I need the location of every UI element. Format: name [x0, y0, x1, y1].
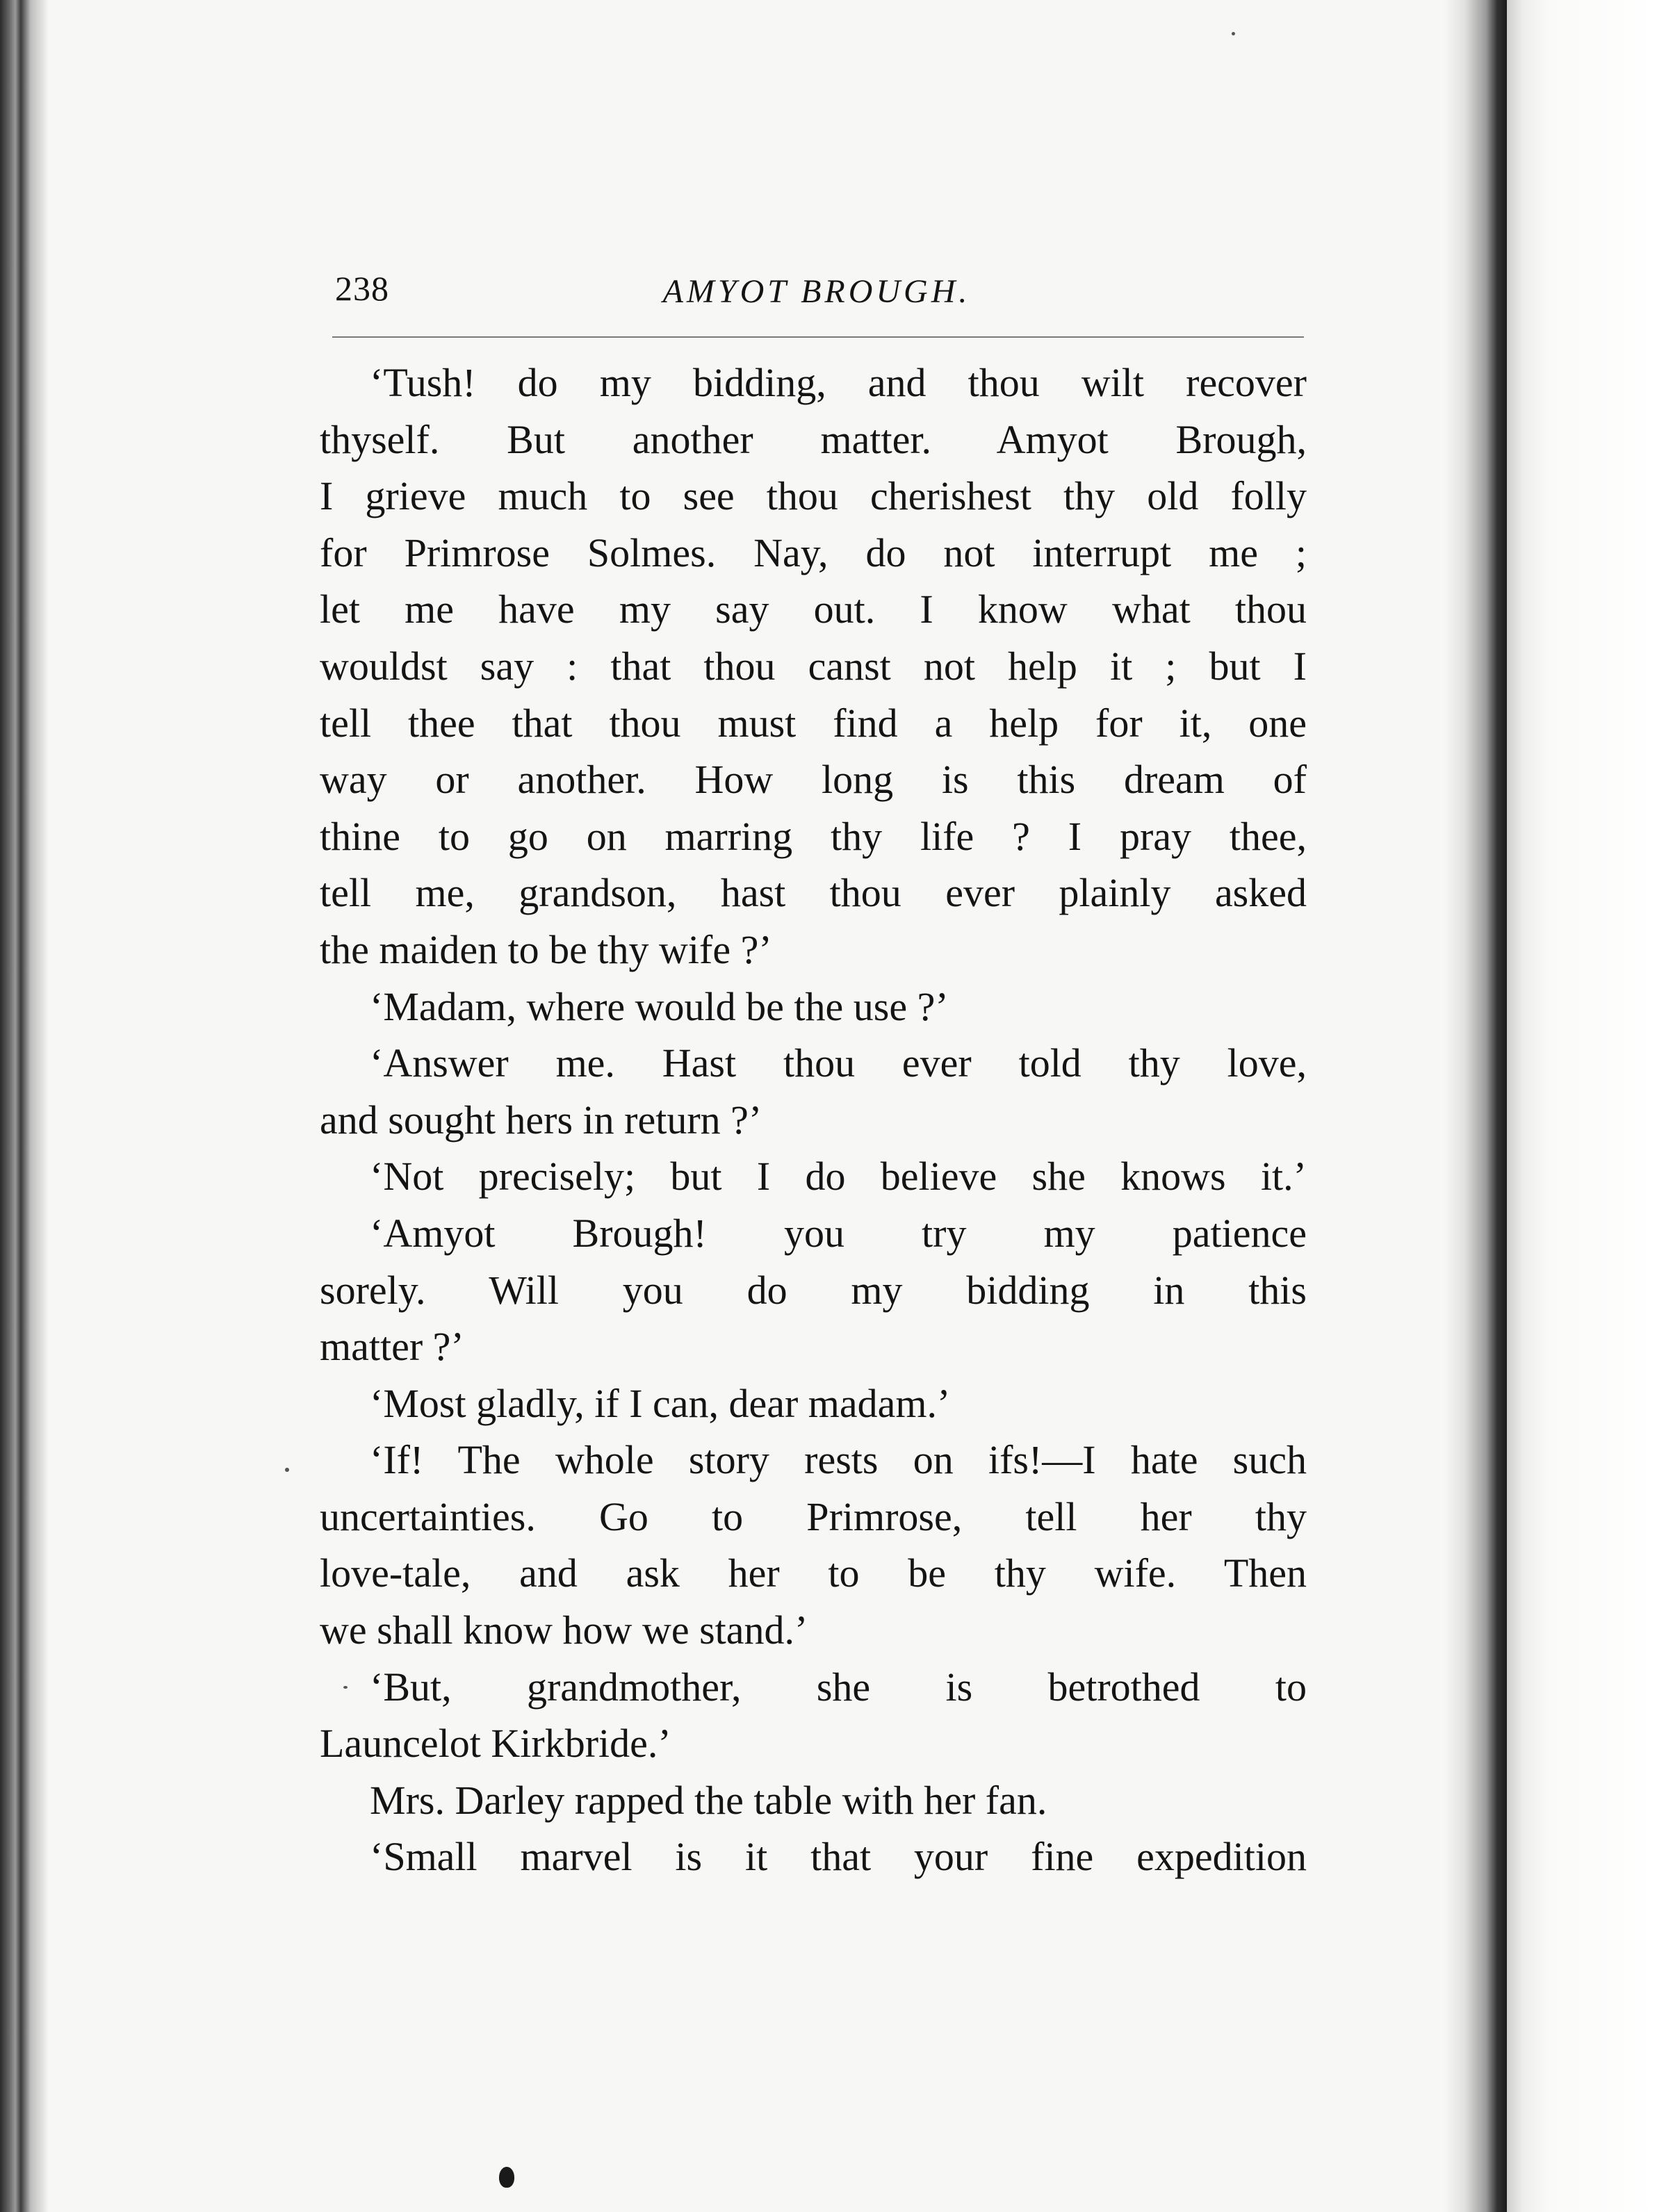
facing-page-edge — [1507, 0, 1657, 2212]
ink-speck — [285, 1468, 289, 1472]
text-line: and sought hers in return ?’ — [320, 1097, 762, 1142]
text-line: matter ?’ — [320, 1324, 464, 1370]
body-text — [320, 354, 1307, 1885]
text-line: wouldst say : that thou canst not help it ; but I — [320, 643, 1307, 689]
header-rule — [332, 336, 1304, 338]
text-line: ‘Tush! do my bidding, and thou wilt recover — [370, 360, 1307, 405]
text-line: ‘If! The whole story rests on ifs!—I hate such — [370, 1437, 1307, 1483]
text-line: ‘But, grandmother, she is betrothed to — [370, 1664, 1307, 1710]
text-line: we shall know how we stand.’ — [320, 1607, 808, 1653]
ink-speck — [1232, 32, 1235, 35]
running-head: AMYOT BROUGH. — [662, 273, 971, 310]
gutter-shadow — [1444, 0, 1507, 2212]
text-line: uncertainties. Go to Primrose, tell her thy — [320, 1493, 1307, 1539]
text-line: ‘Amyot Brough! you try my patience — [370, 1210, 1307, 1256]
text-line: love-tale, and ask her to be thy wife. Then — [320, 1550, 1307, 1596]
ink-blot — [499, 2167, 514, 2188]
page-left-edge — [0, 0, 49, 2212]
text-line: tell me, grandson, hast thou ever plainly asked — [320, 870, 1307, 916]
text-line: ‘Answer me. Hast thou ever told thy love, — [370, 1040, 1307, 1086]
text-line: tell thee that thou must find a help for it, one — [320, 700, 1307, 746]
text-line: thine to go on marring thy life ? I pray thee, — [320, 813, 1307, 859]
ink-speck — [343, 1686, 348, 1689]
text-line: sorely. Will you do my bidding in this — [320, 1267, 1307, 1313]
text-line: for Primrose Solmes. Nay, do not interrupt me ; — [320, 530, 1307, 575]
text-line: way or another. How long is this dream of — [320, 757, 1307, 803]
text-line: I grieve much to see thou cherishest thy old folly — [320, 473, 1307, 519]
text-line: the maiden to be thy wife ?’ — [320, 926, 772, 972]
text-line: let me have my say out. I know what thou — [320, 587, 1307, 632]
text-line: ‘Not precisely; but I do believe she knows it.’ — [370, 1154, 1307, 1199]
text-line: Launcelot Kirkbride.’ — [320, 1721, 671, 1767]
text-line: ‘Most gladly, if I can, dear madam.’ — [370, 1380, 951, 1426]
text-line: ‘Small marvel is it that your fine expedition — [370, 1834, 1307, 1880]
page-number: 238 — [335, 269, 389, 308]
text-line: Mrs. Darley rapped the table with her fan. — [370, 1777, 1047, 1823]
text-line: ‘Madam, where would be the use ?’ — [370, 983, 949, 1029]
page-header — [327, 264, 1307, 334]
text-line: thyself. But another matter. Amyot Brough, — [320, 416, 1307, 462]
